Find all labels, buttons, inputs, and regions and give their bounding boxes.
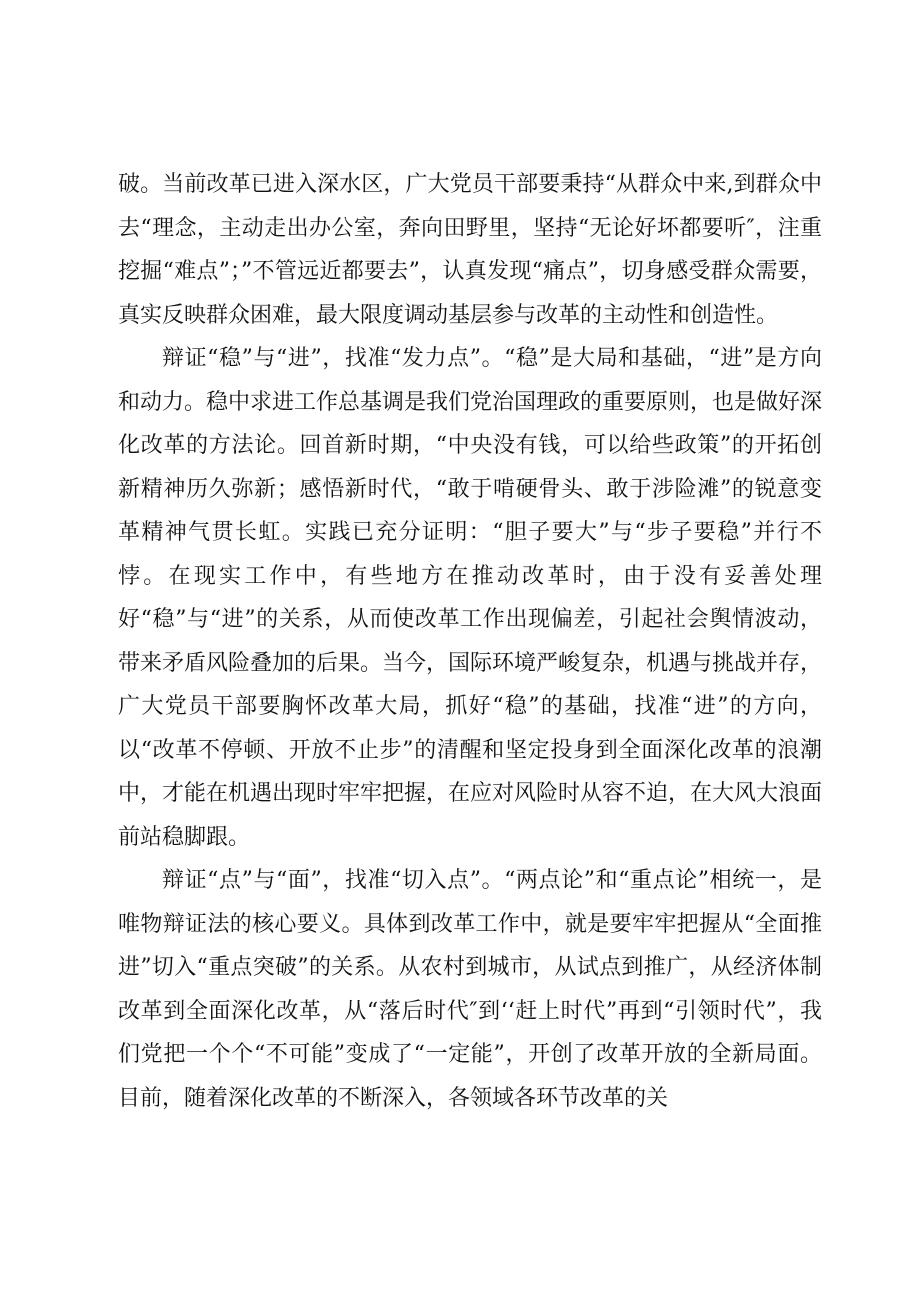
paragraph-3: 辩证“点”与“面”，找准“切入点”。“两点论”和“重点论”相统一，是唯物辩证法的核心要义。具体到改革工作中，就是要牢牢把握从“全面推进”切入“重点突破”的关系。从农村到城市，从试点到推广，从经济体制改革到全面深化改革，从“落后时代″到‘‘赶上时代”再到“引领时代”，我们党把一个个“不可能”变成了“一定能”，开创了改革开放的全新局面。目前，随着深化改革的不断深入，各领域各环节改革的关 — [118, 868, 822, 1111]
document-page — [118, 163, 822, 1120]
paragraph-1: 破。当前改革已进入深水区，广大党员干部要秉持“从群众中来,到群众中去“理念，主动走出办公室，奔向田野里，坚持“无论好坏都要听″，注重挖掘“难点”；”不管远近都要去”，认真发现“痛点”，切身感受群众需要，真实反映群众困难，最大限度调动基层参与改革的主动性和创造性。 — [118, 172, 822, 328]
paragraph-2: 辩证“稳”与“进”，找准“发力点”。“稳”是大局和基础，“进”是方向和动力。稳中求进工作总基调是我们党治国理政的重要原则，也是做好深化改革的方法论。回首新时期，“中央没有钱，可以给些政策”的开拓创新精神历久弥新；感悟新时代，“敢于啃硬骨头、敢于涉险滩”的锐意变革精神气贯长虹。实践已充分证明：“胆子要大”与“步子要稳”并行不悖。在现实工作中，有些地方在推动改革时，由于没有妥善处理好“稳”与“进”的关系，从而使改革工作出现偏差，引起社会舆情波动，带来矛盾风险叠加的后果。当今，国际环境严峻复杂，机遇与挑战并存，广大党员干部要胸怀改革大局，抓好“稳”的基础，找准“进”的方向，以“改革不停顿、开放不止步”的清醒和坚定投身到全面深化改革的浪潮中，才能在机遇出现时牢牢把握，在应对风险时从容不迫，在大风大浪面前站稳脚跟。 — [118, 346, 823, 850]
